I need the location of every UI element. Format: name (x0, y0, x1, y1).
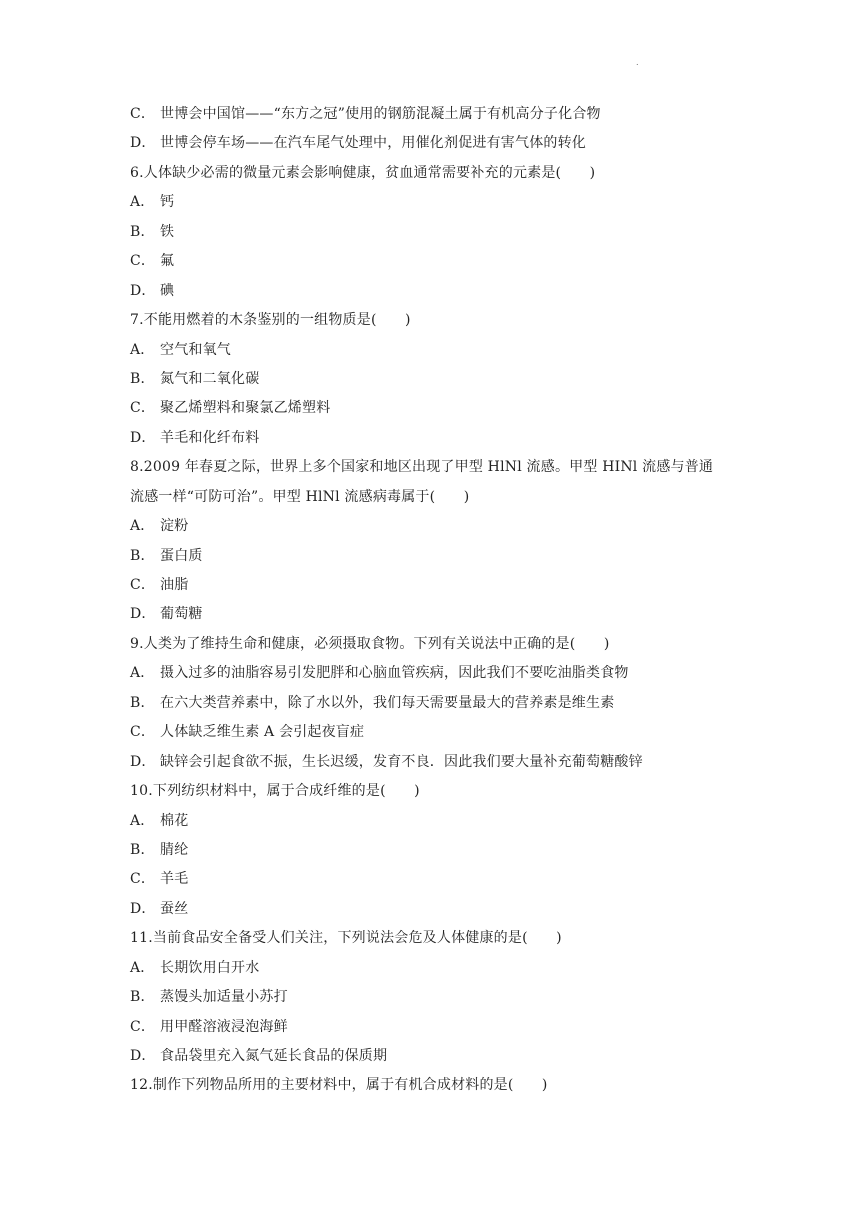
question-text: 9.人类为了维持生命和健康，必须摄取食物。下列有关说法中正确的是( ) (130, 635, 610, 652)
option-text: 羊毛 (160, 871, 189, 888)
page-mark: . (636, 58, 639, 67)
option-letter: B． (130, 989, 155, 1006)
option-text: 腈纶 (160, 841, 189, 858)
question-stem (130, 924, 750, 953)
option-letter: D． (130, 1048, 156, 1064)
question-stem (130, 1071, 750, 1100)
answer-option (130, 542, 750, 571)
question-text: 12.制作下列物品所用的主要材料中，属于有机合成材料的是( ) (130, 1077, 548, 1094)
option-letter: C． (130, 400, 156, 417)
option-letter: D． (130, 753, 156, 770)
answer-option (130, 1042, 750, 1071)
question-stem (130, 777, 750, 806)
option-text: 葡萄糖 (160, 606, 203, 623)
option-letter: B． (130, 370, 155, 387)
option-letter: A． (130, 812, 155, 829)
answer-option (130, 600, 750, 629)
question-stem (130, 306, 750, 335)
option-text: 氮气和二氧化碳 (160, 370, 260, 387)
answer-option (130, 807, 750, 836)
option-text: 食品袋里充入氮气延长食品的保质期 (160, 1048, 388, 1064)
option-text: 缺锌会引起食欲不振，生长迟缓，发育不良．因此我们要大量补充葡萄糖酸锌 (160, 753, 643, 770)
answer-option (130, 424, 750, 453)
answer-option (130, 277, 750, 306)
option-letter: B． (130, 223, 155, 240)
option-letter: A． (130, 959, 155, 976)
option-text: 淀粉 (160, 518, 189, 535)
answer-option (130, 218, 750, 247)
option-letter: D． (130, 282, 156, 299)
answer-option (130, 512, 750, 541)
question-text: 8.2009 年春夏之际，世界上多个国家和地区出现了甲型 HlNl 流感。甲型 HINl 流感与普通 (130, 459, 714, 476)
answer-option (130, 983, 750, 1012)
option-text: 氟 (160, 253, 175, 270)
option-text: 蛋白质 (160, 547, 203, 564)
question-text: 流感一样“可防可治”。甲型 HlNl 流感病毒属于( ) (130, 488, 470, 505)
answer-option (130, 247, 750, 276)
question-text: 10.下列纺织材料中，属于合成纤维的是( ) (130, 783, 420, 800)
answer-option (130, 129, 750, 158)
option-letter: D． (130, 900, 156, 917)
option-letter: B． (130, 841, 155, 858)
option-text: 人体缺乏维生素 A 会引起夜盲症 (160, 724, 365, 741)
option-text: 用甲醛溶液浸泡海鲜 (160, 1018, 288, 1035)
question-text: 11.当前食品安全备受人们关注，下列说法会危及人体健康的是( ) (130, 930, 562, 947)
option-text: 世博会中国馆——“东方之冠”使用的钢筋混凝土属于有机高分子化合物 (160, 106, 601, 122)
question-stem (130, 453, 750, 482)
answer-option (130, 954, 750, 983)
option-letter: D． (130, 606, 156, 623)
answer-option (130, 748, 750, 777)
option-letter: C． (130, 106, 156, 122)
option-letter: D． (130, 135, 156, 152)
option-letter: A． (130, 194, 155, 211)
option-letter: A． (130, 341, 155, 358)
option-letter: B． (130, 694, 155, 711)
option-text: 碘 (160, 282, 175, 299)
option-text: 羊毛和化纤布料 (160, 429, 260, 446)
option-letter: C． (130, 577, 156, 593)
option-letter: D． (130, 429, 156, 446)
answer-option (130, 100, 750, 129)
question-stem (130, 630, 750, 659)
option-letter: A． (130, 518, 155, 535)
answer-option (130, 365, 750, 394)
answer-option (130, 895, 750, 924)
answer-option (130, 394, 750, 423)
answer-option (130, 571, 750, 600)
answer-option (130, 689, 750, 718)
question-text: 7.不能用燃着的木条鉴别的一组物质是( ) (130, 312, 411, 329)
option-text: 聚乙烯塑料和聚氯乙烯塑料 (160, 400, 331, 417)
option-text: 摄入过多的油脂容易引发肥胖和心脑血管疾病，因此我们不要吃油脂类食物 (160, 665, 629, 682)
answer-option (130, 659, 750, 688)
question-stem (130, 483, 750, 512)
answer-option (130, 836, 750, 865)
option-text: 铁 (160, 223, 175, 240)
answer-option (130, 336, 750, 365)
question-text: 6.人体缺少必需的微量元素会影响健康，贫血通常需要补充的元素是( ) (130, 164, 596, 181)
option-text: 世博会停车场——在汽车尾气处理中，用催化剂促进有害气体的转化 (160, 135, 586, 152)
answer-option (130, 1013, 750, 1042)
document-body (130, 100, 750, 1101)
option-letter: C． (130, 1018, 156, 1035)
question-stem (130, 159, 750, 188)
option-letter: B． (130, 547, 155, 564)
option-letter: C． (130, 253, 156, 270)
option-text: 长期饮用白开水 (160, 959, 260, 976)
option-text: 油脂 (160, 577, 189, 593)
option-text: 钙 (160, 194, 175, 211)
option-text: 在六大类营养素中，除了水以外，我们每天需要量最大的营养素是维生素 (160, 694, 615, 711)
answer-option (130, 865, 750, 894)
option-text: 空气和氧气 (160, 341, 231, 358)
option-text: 蚕丝 (160, 900, 189, 917)
option-letter: C． (130, 871, 156, 888)
option-letter: A． (130, 665, 155, 682)
option-letter: C． (130, 724, 156, 741)
option-text: 蒸馒头加适量小苏打 (160, 989, 288, 1006)
answer-option (130, 718, 750, 747)
option-text: 棉花 (160, 812, 189, 829)
answer-option (130, 188, 750, 217)
